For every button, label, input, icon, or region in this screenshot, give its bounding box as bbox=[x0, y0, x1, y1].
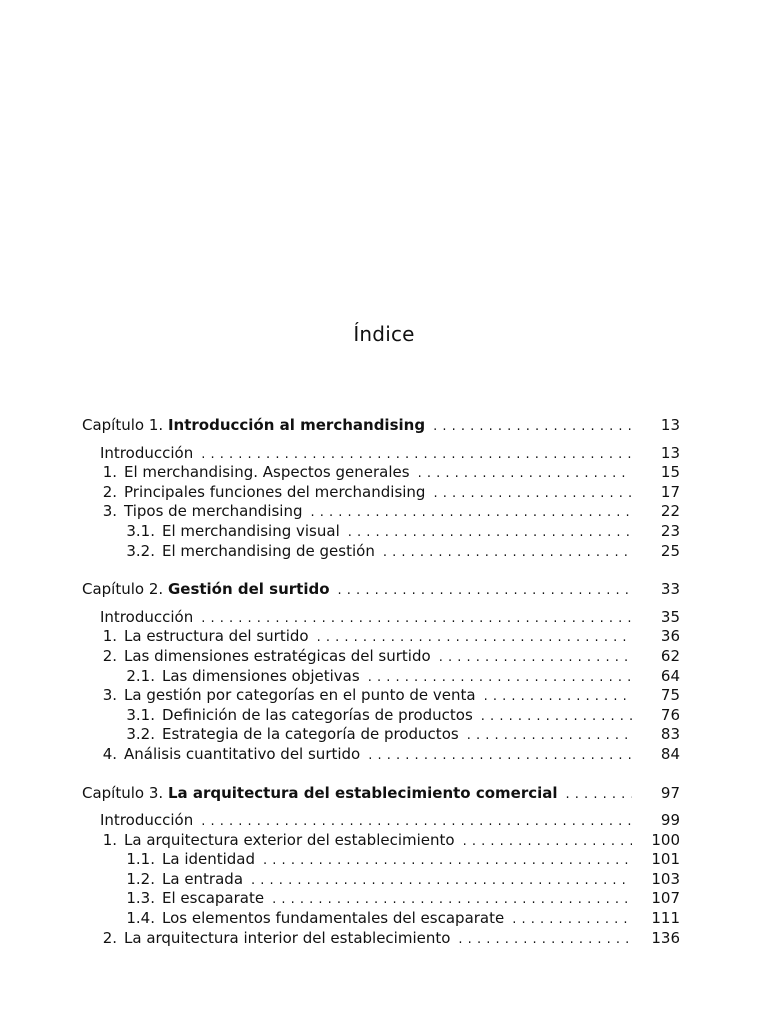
dot-leader bbox=[348, 523, 632, 543]
page-number: 100 bbox=[651, 830, 680, 849]
entry-label: Introducción bbox=[100, 607, 194, 626]
toc-entry[interactable] bbox=[82, 831, 680, 851]
chapter-title: Gestión del surtido bbox=[167, 580, 330, 599]
page-number: 83 bbox=[660, 725, 680, 744]
dot-leader bbox=[201, 609, 632, 629]
page-title: Índice bbox=[353, 322, 415, 346]
toc-entry[interactable] bbox=[82, 483, 680, 503]
page-number: 23 bbox=[660, 521, 680, 540]
entry-label: Principales funciones del merchandising bbox=[124, 482, 426, 501]
entry-label: La gestión por categorías en el punto de venta bbox=[124, 686, 476, 705]
table-of-contents bbox=[82, 416, 680, 948]
dot-leader bbox=[201, 812, 632, 832]
page-number: 99 bbox=[660, 811, 680, 830]
toc-entry[interactable] bbox=[82, 929, 680, 949]
page-number: 111 bbox=[651, 909, 680, 928]
chapter-number: Capítulo 2. bbox=[82, 580, 164, 599]
entry-number: 1. bbox=[102, 627, 117, 646]
entry-number: 1. bbox=[102, 463, 117, 482]
toc-entry[interactable] bbox=[82, 647, 680, 667]
entry-label: Introducción bbox=[100, 443, 194, 462]
toc-entry[interactable] bbox=[82, 745, 680, 765]
page-number: 101 bbox=[651, 850, 680, 869]
entry-number: 3.1. bbox=[126, 705, 155, 724]
entry-label: El merchandising visual bbox=[162, 521, 340, 540]
chapter-title: La arquitectura del establecimiento comercial bbox=[167, 783, 558, 802]
dot-leader bbox=[368, 746, 632, 766]
entry-label: La entrada bbox=[162, 869, 244, 888]
chapter-number: Capítulo 1. bbox=[82, 416, 164, 434]
dot-leader bbox=[311, 503, 633, 523]
dot-leader bbox=[368, 668, 632, 688]
dot-leader bbox=[481, 707, 632, 727]
toc-entry[interactable] bbox=[82, 667, 680, 687]
entry-label: Las dimensiones objetivas bbox=[162, 666, 360, 685]
dot-leader bbox=[463, 832, 632, 852]
toc-entry[interactable] bbox=[82, 463, 680, 483]
page-number: 13 bbox=[660, 443, 680, 462]
page-number: 64 bbox=[660, 666, 680, 685]
toc-entry[interactable] bbox=[82, 608, 680, 628]
page-number: 33 bbox=[660, 580, 680, 599]
entry-number: 3.2. bbox=[126, 725, 155, 744]
page-number: 22 bbox=[660, 502, 680, 521]
toc-entry[interactable] bbox=[82, 627, 680, 647]
entry-label: Introducción bbox=[100, 811, 194, 830]
entry-number: 2. bbox=[102, 482, 117, 501]
entry-number: 3. bbox=[102, 686, 117, 705]
entry-number: 1.2. bbox=[126, 869, 155, 888]
entry-label: La identidad bbox=[162, 850, 256, 869]
entry-number: 3.1. bbox=[126, 521, 155, 540]
page-number: 15 bbox=[660, 463, 680, 482]
toc-entry[interactable] bbox=[82, 502, 680, 522]
dot-leader bbox=[251, 871, 632, 891]
entry-label: Definición de las categorías de productos bbox=[162, 705, 473, 724]
dot-leader bbox=[439, 648, 632, 668]
entry-label: Análisis cuantitativo del surtido bbox=[124, 744, 361, 763]
entry-label: El merchandising de gestión bbox=[162, 541, 375, 560]
toc-entry[interactable] bbox=[82, 811, 680, 831]
entry-number: 1.4. bbox=[126, 909, 155, 928]
dot-leader bbox=[433, 484, 632, 504]
entry-number: 3.2. bbox=[126, 541, 155, 560]
dot-leader bbox=[338, 581, 632, 601]
chapter-heading[interactable] bbox=[82, 580, 680, 600]
entry-number: 2. bbox=[102, 928, 117, 947]
entry-number: 1.1. bbox=[126, 850, 155, 869]
dot-leader bbox=[317, 628, 632, 648]
page-number: 107 bbox=[651, 889, 680, 908]
dot-leader bbox=[467, 726, 632, 746]
toc-entry[interactable] bbox=[82, 542, 680, 562]
entry-label: El merchandising. Aspectos generales bbox=[124, 463, 410, 482]
toc-entry[interactable] bbox=[82, 909, 680, 929]
toc-entry[interactable] bbox=[82, 889, 680, 909]
page-number: 84 bbox=[660, 744, 680, 763]
entry-label: La arquitectura exterior del establecimiento bbox=[124, 830, 455, 849]
chapter-number: Capítulo 3. bbox=[82, 783, 164, 802]
entry-label: La arquitectura interior del establecimiento bbox=[124, 928, 451, 947]
page-number: 97 bbox=[660, 783, 680, 802]
page-number: 36 bbox=[660, 627, 680, 646]
entry-label: Las dimensiones estratégicas del surtido bbox=[124, 646, 431, 665]
page-number: 75 bbox=[660, 686, 680, 705]
entry-label: Los elementos fundamentales del escaparate bbox=[162, 909, 505, 928]
page-number: 35 bbox=[660, 607, 680, 626]
dot-leader bbox=[263, 851, 632, 871]
chapter-title: Introducción al merchandising bbox=[167, 416, 426, 434]
page-number: 62 bbox=[660, 646, 680, 665]
entry-label: Estrategia de la categoría de productos bbox=[162, 725, 459, 744]
entry-number: 2.1. bbox=[126, 666, 155, 685]
page-number: 17 bbox=[660, 482, 680, 501]
dot-leader bbox=[433, 417, 632, 437]
toc-entry[interactable] bbox=[82, 725, 680, 745]
dot-leader bbox=[418, 464, 632, 484]
dot-leader bbox=[512, 910, 632, 930]
dot-leader bbox=[383, 543, 632, 563]
page-number: 103 bbox=[651, 869, 680, 888]
page-number: 13 bbox=[660, 416, 680, 434]
entry-label: Tipos de merchandising bbox=[124, 502, 303, 521]
page-number: 25 bbox=[660, 541, 680, 560]
dot-leader bbox=[484, 687, 632, 707]
toc-entry[interactable] bbox=[82, 444, 680, 464]
chapter-heading[interactable] bbox=[82, 784, 680, 804]
entry-label: El escaparate bbox=[162, 889, 265, 908]
entry-number: 3. bbox=[102, 502, 117, 521]
chapter-heading[interactable] bbox=[82, 416, 680, 436]
toc-entry[interactable] bbox=[82, 870, 680, 890]
dot-leader bbox=[566, 785, 632, 805]
toc-entry[interactable] bbox=[82, 686, 680, 706]
toc-entry[interactable] bbox=[82, 850, 680, 870]
dot-leader bbox=[458, 930, 632, 950]
entry-number: 1.3. bbox=[126, 889, 155, 908]
page-number: 136 bbox=[651, 928, 680, 947]
entry-number: 2. bbox=[102, 646, 117, 665]
dot-leader bbox=[272, 890, 632, 910]
page-number: 76 bbox=[660, 705, 680, 724]
entry-label: La estructura del surtido bbox=[124, 627, 309, 646]
toc-entry[interactable] bbox=[82, 522, 680, 542]
entry-number: 4. bbox=[102, 744, 117, 763]
toc-entry[interactable] bbox=[82, 706, 680, 726]
dot-leader bbox=[201, 445, 632, 465]
entry-number: 1. bbox=[102, 830, 117, 849]
